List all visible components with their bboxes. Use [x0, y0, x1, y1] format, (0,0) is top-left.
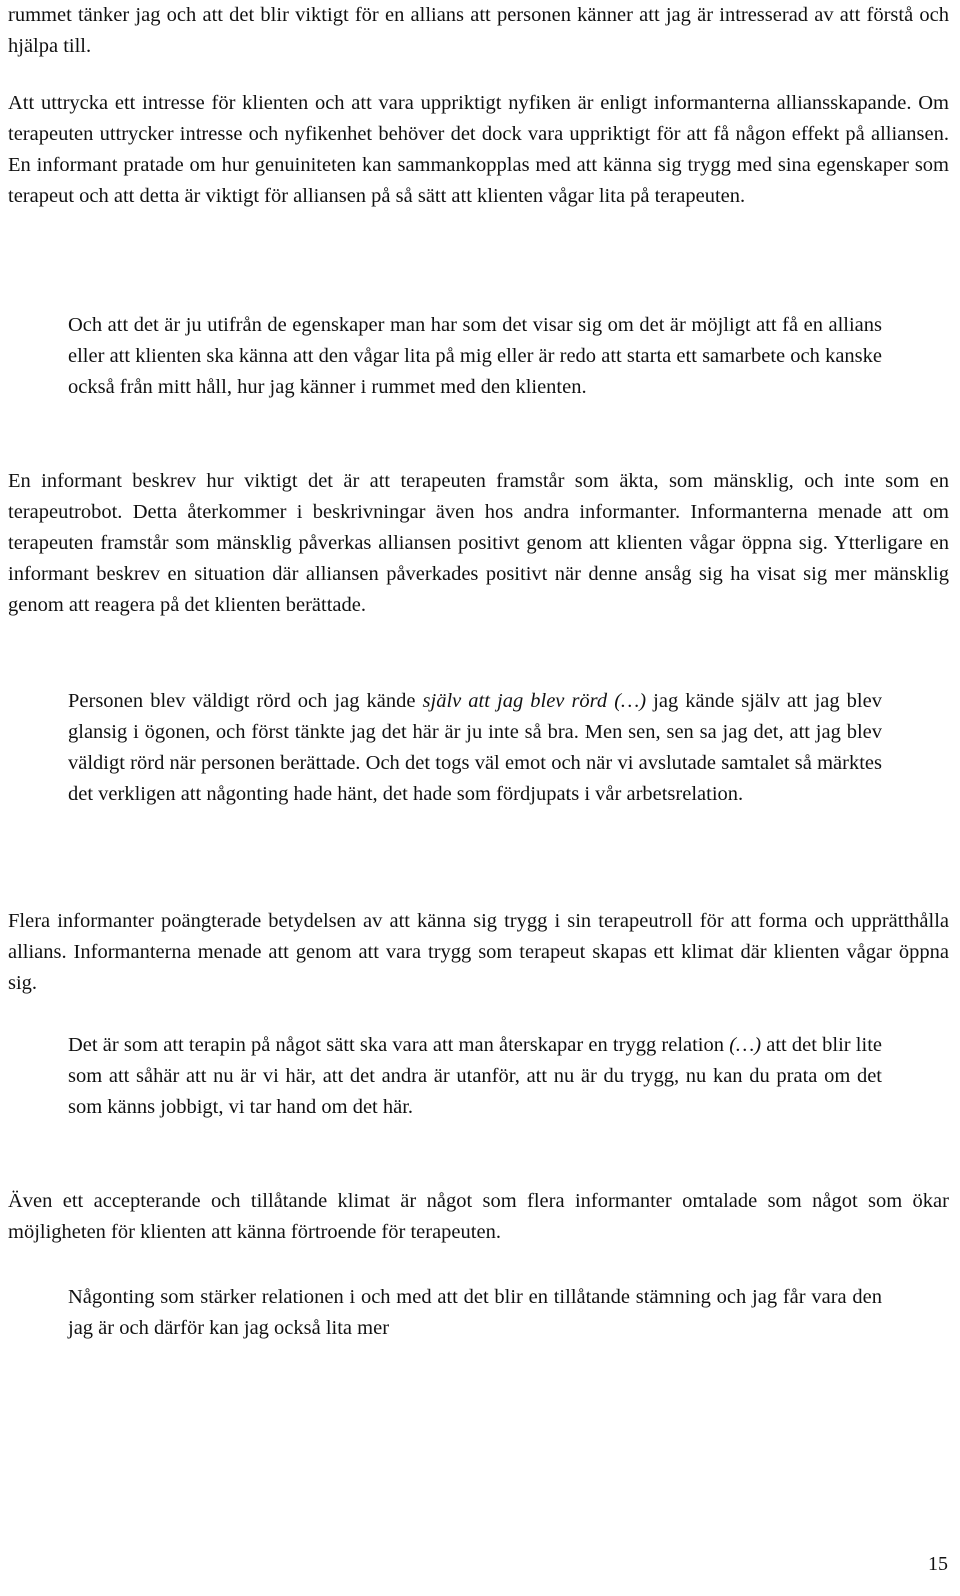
paragraph-genuine-therapist: En informant beskrev hur viktigt det är att terapeuten framstår som äkta, som mänsklig, och inte som en terapeutrobot. Detta återkommer i beskrivningar även hos andra informanter. Informanterna menade att om terapeuten framstår som mänsklig påverkas alliansen positivt genom att klienten vågar öppna sig. Ytterligare en informant beskrev en situation där alliansen påverkades positivt när denne ansåg sig ha visat sig mer mänsklig genom att reagera på det klienten berättade. — [8, 470, 949, 616]
quote-safe-italic: (…) — [729, 1034, 762, 1056]
quote-safe-text-end: att det blir lite som att såhär att nu är vi här, att det andra är utanför, att nu är du trygg, nu kan du prata om det som känns jobbigt, vi tar hand om det här. — [68, 1034, 882, 1118]
quote-safe-relation — [68, 1030, 882, 1123]
quote-moved-text-start: Personen blev väldigt rörd och jag kände — [68, 690, 423, 712]
quote-moved-italic: själv att jag blev rörd (…) — [422, 690, 647, 712]
quote-moved — [68, 686, 882, 810]
quote-qualities: Och att det är ju utifrån de egenskaper man har som det visar sig om det är möjligt att få en allians eller att klienten ska känna att den vågar lita på mig eller är redo att starta ett samarbete och kanske också från mitt håll, hur jag känner i rummet med den klienten. — [68, 314, 882, 398]
page-number: 15 — [928, 1553, 948, 1575]
quote-moved-text-end: jag kände själv att jag blev glansig i ögonen, och först tänkte jag det här är ju inte så bra. Men sen, sen sa jag det, att jag blev väldigt rörd när personen berättade. Och det togs väl emot och när vi avslutade samtalet så märktes det verkligen att någonting hade hänt, det hade som fördjupats i vår arbetsrelation. — [68, 690, 882, 805]
paragraph-continued: rummet tänker jag och att det blir viktigt för en allians att personen känner att jag är intresserad av att förstå och hjälpa till. — [8, 4, 949, 57]
quote-safe-text-start: Det är som att terapin på något sätt ska vara att man återskapar en trygg relation — [68, 1034, 730, 1056]
quote-permissive: Någonting som stärker relationen i och med att det blir en tillåtande stämning och jag får vara den jag är och därför kan jag också lita mer — [68, 1286, 882, 1339]
paragraph-accepting-climate: Även ett accepterande och tillåtande klimat är något som flera informanter omtalade som något som ökar möjligheten för klienten att känna förtroende för terapeuten. — [8, 1190, 949, 1243]
paragraph-safe-role: Flera informanter poängterade betydelsen av att känna sig trygg i sin terapeutroll för att forma och upprätthålla allians. Informanterna menade att genom att vara trygg som terapeut skapas ett klimat där klienten vågar öppna sig. — [8, 910, 949, 994]
paragraph-interest-curiosity: Att uttrycka ett intresse för klienten och att vara uppriktigt nyfiken är enligt informanterna alliansskapande. Om terapeuten uttrycker intresse och nyfikenhet behöver det dock vara uppriktigt för att få någon effekt på alliansen. En informant pratade om hur genuiniteten kan sammankopplas med att känna sig trygg med sina egenskaper som terapeut och att detta är viktigt för alliansen på så sätt att klienten vågar lita på terapeuten. — [8, 92, 949, 207]
